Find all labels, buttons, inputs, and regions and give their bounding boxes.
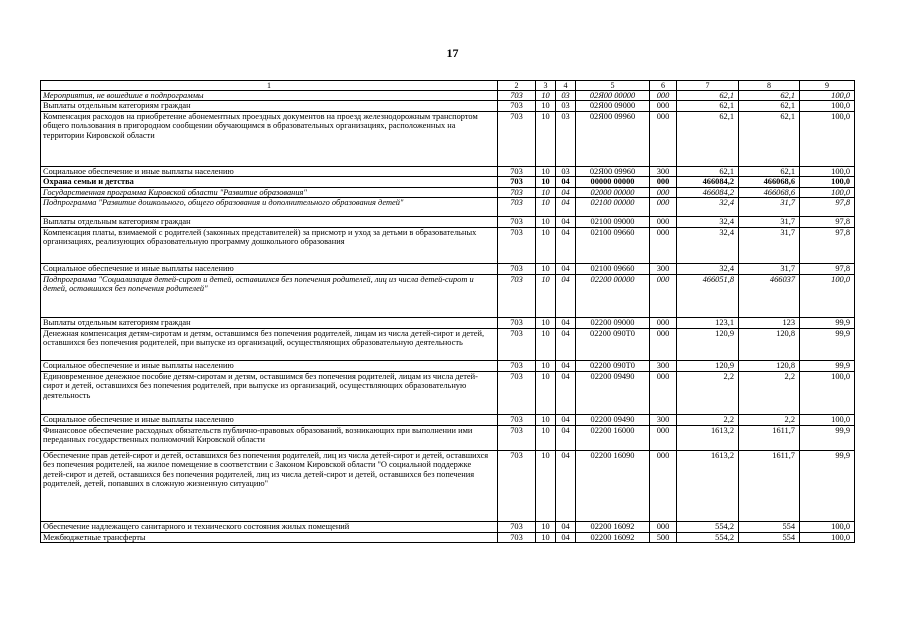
row-section-code: 10 — [536, 198, 556, 217]
row-ministry-code: 703 — [498, 217, 536, 228]
row-name: Охрана семьи и детства — [41, 177, 498, 187]
table-row — [41, 101, 855, 111]
row-execution-percent: 97,8 — [800, 198, 855, 217]
row-subsection-code: 04 — [556, 275, 576, 318]
column-number-3: 3 — [536, 81, 556, 91]
row-subsection-code: 04 — [556, 372, 576, 415]
row-section-code: 10 — [536, 361, 556, 372]
row-expense-type: 000 — [650, 101, 677, 111]
row-expense-type: 000 — [650, 177, 677, 187]
row-name: Компенсация расходов на приобретение абонементных проездных документов на проезд железнодорожным транспортом общего пользования в пригородном сообщении обучающимся в образовательных организациях, расположенных на территории Кировской области — [41, 111, 498, 166]
row-expense-type: 500 — [650, 533, 677, 543]
row-execution-percent: 100,0 — [800, 275, 855, 318]
row-subsection-code: 04 — [556, 187, 576, 197]
row-name: Финансовое обеспечение расходных обязательств публично-правовых образований, возникающих при выполнении ими переданных государственных полномочий Кировской области — [41, 426, 498, 451]
row-target-article: 02200 09490 — [576, 415, 650, 426]
row-execution-percent: 97,8 — [800, 264, 855, 275]
row-target-article: 02200 16000 — [576, 426, 650, 451]
row-section-code: 10 — [536, 415, 556, 426]
row-planned-amount: 466084,2 — [677, 187, 739, 197]
row-section-code: 10 — [536, 318, 556, 329]
row-section-code: 10 — [536, 533, 556, 543]
row-planned-amount: 32,4 — [677, 228, 739, 264]
row-expense-type: 000 — [650, 187, 677, 197]
row-ministry-code: 703 — [498, 426, 536, 451]
row-planned-amount: 62,1 — [677, 101, 739, 111]
budget-execution-table — [40, 80, 855, 543]
row-planned-amount: 32,4 — [677, 198, 739, 217]
row-ministry-code: 703 — [498, 264, 536, 275]
row-subsection-code: 04 — [556, 198, 576, 217]
page-number: 17 — [446, 46, 459, 60]
row-expense-type: 000 — [650, 228, 677, 264]
row-subsection-code: 04 — [556, 361, 576, 372]
row-planned-amount: 1613,2 — [677, 451, 739, 522]
row-ministry-code: 703 — [498, 101, 536, 111]
row-ministry-code: 703 — [498, 228, 536, 264]
row-target-article: 02100 09660 — [576, 228, 650, 264]
row-subsection-code: 04 — [556, 217, 576, 228]
row-ministry-code: 703 — [498, 318, 536, 329]
table-row — [41, 177, 855, 187]
table-row — [41, 187, 855, 197]
row-planned-amount: 466051,8 — [677, 275, 739, 318]
row-section-code: 10 — [536, 228, 556, 264]
row-subsection-code: 04 — [556, 264, 576, 275]
table-row — [41, 415, 855, 426]
row-section-code: 10 — [536, 166, 556, 176]
row-subsection-code: 03 — [556, 111, 576, 166]
row-executed-amount: 31,7 — [739, 217, 800, 228]
row-executed-amount: 120,8 — [739, 361, 800, 372]
row-expense-type: 000 — [650, 522, 677, 533]
row-planned-amount: 62,1 — [677, 166, 739, 176]
row-name: Единовременное денежное пособие детям-сиротам и детям, оставшимся без попечения родителей, лицам из числа детей-сирот и детей, оставшихся без попечения родителей, при выпуске из организаций, осуществляющих образовательную деятельность — [41, 372, 498, 415]
row-name: Выплаты отдельным категориям граждан — [41, 101, 498, 111]
row-execution-percent: 100,0 — [800, 533, 855, 543]
row-planned-amount: 2,2 — [677, 415, 739, 426]
column-number-5: 5 — [576, 81, 650, 91]
row-ministry-code: 703 — [498, 177, 536, 187]
row-executed-amount: 1611,7 — [739, 426, 800, 451]
row-planned-amount: 1613,2 — [677, 426, 739, 451]
row-execution-percent: 99,9 — [800, 361, 855, 372]
row-name: Социальное обеспечение и иные выплаты населению — [41, 361, 498, 372]
row-section-code: 10 — [536, 426, 556, 451]
row-target-article: 02200 16090 — [576, 451, 650, 522]
row-target-article: 02100 00000 — [576, 198, 650, 217]
row-expense-type: 300 — [650, 264, 677, 275]
row-name: Выплаты отдельным категориям граждан — [41, 217, 498, 228]
row-target-article: 02200 16092 — [576, 533, 650, 543]
row-name: Денежная компенсация детям-сиротам и детям, оставшимся без попечения родителей, лицам из числа детей-сирот и детей, оставшихся без попечения родителей, при выпуске из организаций, осуществляющих образовательную деятельность — [41, 329, 498, 361]
row-ministry-code: 703 — [498, 275, 536, 318]
row-execution-percent: 100,0 — [800, 101, 855, 111]
row-target-article: 00000 00000 — [576, 177, 650, 187]
table-row — [41, 275, 855, 318]
row-subsection-code: 04 — [556, 177, 576, 187]
row-executed-amount: 466068,6 — [739, 187, 800, 197]
row-name: Подпрограмма "Социализация детей-сирот и детей, оставшихся без попечения родителей, лиц из числа детей-сирот и детей, оставшихся без попечения родителей" — [41, 275, 498, 318]
column-number-1: 1 — [41, 81, 498, 91]
row-planned-amount: 32,4 — [677, 217, 739, 228]
table-body — [41, 81, 855, 543]
row-ministry-code: 703 — [498, 329, 536, 361]
table-row — [41, 522, 855, 533]
table-row — [41, 361, 855, 372]
row-ministry-code: 703 — [498, 372, 536, 415]
row-target-article: 02Я00 00000 — [576, 91, 650, 101]
row-subsection-code: 04 — [556, 533, 576, 543]
row-execution-percent: 100,0 — [800, 177, 855, 187]
row-expense-type: 000 — [650, 111, 677, 166]
row-executed-amount: 2,2 — [739, 372, 800, 415]
row-planned-amount: 32,4 — [677, 264, 739, 275]
row-execution-percent: 100,0 — [800, 166, 855, 176]
row-execution-percent: 100,0 — [800, 187, 855, 197]
row-ministry-code: 703 — [498, 91, 536, 101]
row-subsection-code: 04 — [556, 415, 576, 426]
row-expense-type: 000 — [650, 318, 677, 329]
row-target-article: 02200 090Т0 — [576, 361, 650, 372]
row-subsection-code: 04 — [556, 329, 576, 361]
row-planned-amount: 554,2 — [677, 522, 739, 533]
table-row — [41, 329, 855, 361]
column-number-4: 4 — [556, 81, 576, 91]
row-target-article: 02Я00 09960 — [576, 111, 650, 166]
row-executed-amount: 2,2 — [739, 415, 800, 426]
row-subsection-code: 03 — [556, 101, 576, 111]
row-planned-amount: 120,9 — [677, 361, 739, 372]
row-expense-type: 300 — [650, 361, 677, 372]
row-executed-amount: 62,1 — [739, 101, 800, 111]
table-row — [41, 533, 855, 543]
row-executed-amount: 62,1 — [739, 166, 800, 176]
row-executed-amount: 554 — [739, 533, 800, 543]
column-number-7: 7 — [677, 81, 739, 91]
row-name: Компенсация платы, взимаемой с родителей (законных представителей) за присмотр и уход за детьми в образовательных организациях, реализующих образовательную программу дошкольного образования — [41, 228, 498, 264]
row-section-code: 10 — [536, 329, 556, 361]
row-executed-amount: 466068,6 — [739, 177, 800, 187]
row-executed-amount: 123 — [739, 318, 800, 329]
row-executed-amount: 62,1 — [739, 111, 800, 166]
row-executed-amount: 31,7 — [739, 264, 800, 275]
row-planned-amount: 62,1 — [677, 91, 739, 101]
row-execution-percent: 100,0 — [800, 522, 855, 533]
table-row — [41, 111, 855, 166]
row-subsection-code: 04 — [556, 426, 576, 451]
row-ministry-code: 703 — [498, 533, 536, 543]
row-ministry-code: 703 — [498, 522, 536, 533]
row-expense-type: 000 — [650, 275, 677, 318]
row-expense-type: 000 — [650, 451, 677, 522]
table-row — [41, 198, 855, 217]
row-execution-percent: 97,8 — [800, 228, 855, 264]
row-ministry-code: 703 — [498, 166, 536, 176]
row-target-article: 02000 00000 — [576, 187, 650, 197]
row-section-code: 10 — [536, 217, 556, 228]
row-name: Социальное обеспечение и иные выплаты населению — [41, 264, 498, 275]
row-ministry-code: 703 — [498, 187, 536, 197]
column-number-2: 2 — [498, 81, 536, 91]
row-subsection-code: 04 — [556, 522, 576, 533]
row-executed-amount: 466037 — [739, 275, 800, 318]
row-target-article: 02200 16092 — [576, 522, 650, 533]
column-number-6: 6 — [650, 81, 677, 91]
row-expense-type: 000 — [650, 426, 677, 451]
row-ministry-code: 703 — [498, 198, 536, 217]
row-executed-amount: 31,7 — [739, 228, 800, 264]
row-target-article: 02200 09000 — [576, 318, 650, 329]
row-expense-type: 300 — [650, 166, 677, 176]
row-target-article: 02Я00 09000 — [576, 101, 650, 111]
row-name: Социальное обеспечение и иные выплаты населению — [41, 166, 498, 176]
row-expense-type: 000 — [650, 329, 677, 361]
row-executed-amount: 62,1 — [739, 91, 800, 101]
row-ministry-code: 703 — [498, 361, 536, 372]
row-section-code: 10 — [536, 101, 556, 111]
row-expense-type: 000 — [650, 198, 677, 217]
table-row — [41, 228, 855, 264]
row-expense-type: 300 — [650, 415, 677, 426]
row-execution-percent: 99,9 — [800, 329, 855, 361]
row-expense-type: 000 — [650, 217, 677, 228]
row-executed-amount: 31,7 — [739, 198, 800, 217]
row-name: Обеспечение надлежащего санитарного и технического состояния жилых помещений — [41, 522, 498, 533]
table-row — [41, 217, 855, 228]
row-section-code: 10 — [536, 522, 556, 533]
row-planned-amount: 2,2 — [677, 372, 739, 415]
column-number-8: 8 — [739, 81, 800, 91]
row-target-article: 02100 09660 — [576, 264, 650, 275]
row-executed-amount: 554 — [739, 522, 800, 533]
row-section-code: 10 — [536, 91, 556, 101]
row-section-code: 10 — [536, 275, 556, 318]
row-name: Выплаты отдельным категориям граждан — [41, 318, 498, 329]
row-execution-percent: 99,9 — [800, 318, 855, 329]
table-row — [41, 451, 855, 522]
row-target-article: 02200 090Т0 — [576, 329, 650, 361]
row-execution-percent: 99,9 — [800, 426, 855, 451]
row-ministry-code: 703 — [498, 451, 536, 522]
row-planned-amount: 554,2 — [677, 533, 739, 543]
row-target-article: 02100 09000 — [576, 217, 650, 228]
row-name: Социальное обеспечение и иные выплаты населению — [41, 415, 498, 426]
row-execution-percent: 97,8 — [800, 217, 855, 228]
row-execution-percent: 100,0 — [800, 372, 855, 415]
table-row — [41, 426, 855, 451]
row-section-code: 10 — [536, 187, 556, 197]
row-execution-percent: 99,9 — [800, 451, 855, 522]
row-executed-amount: 120,8 — [739, 329, 800, 361]
row-name: Мероприятия, не вошедшие в подпрограммы — [41, 91, 498, 101]
row-planned-amount: 123,1 — [677, 318, 739, 329]
row-name: Государственная программа Кировской области "Развитие образования" — [41, 187, 498, 197]
row-subsection-code: 04 — [556, 228, 576, 264]
row-ministry-code: 703 — [498, 415, 536, 426]
column-number-header-row — [41, 81, 855, 91]
table-row — [41, 91, 855, 101]
row-ministry-code: 703 — [498, 111, 536, 166]
table-row — [41, 372, 855, 415]
row-subsection-code: 04 — [556, 451, 576, 522]
row-name: Обеспечение прав детей-сирот и детей, оставшихся без попечения родителей, лиц из числа детей-сирот и детей, оставшихся без попечения родителей, на жилое помещение в соответствии с Законом Кировской области "О социальной поддержке детей-сирот и детей, оставшихся без попечения родителей, лиц из числа детей-сирот и детей, оставшихся без попечения родителей, детей, попавших в сложную жизненную ситуацию" — [41, 451, 498, 522]
row-execution-percent: 100,0 — [800, 415, 855, 426]
row-section-code: 10 — [536, 451, 556, 522]
table-row — [41, 264, 855, 275]
row-execution-percent: 100,0 — [800, 91, 855, 101]
row-planned-amount: 62,1 — [677, 111, 739, 166]
row-section-code: 10 — [536, 111, 556, 166]
row-section-code: 10 — [536, 264, 556, 275]
row-name: Подпрограмма "Развитие дошкольного, общего образования и дополнительного образования детей" — [41, 198, 498, 217]
row-planned-amount: 466084,2 — [677, 177, 739, 187]
row-section-code: 10 — [536, 177, 556, 187]
row-subsection-code: 04 — [556, 318, 576, 329]
table-row — [41, 166, 855, 176]
row-section-code: 10 — [536, 372, 556, 415]
row-subsection-code: 03 — [556, 166, 576, 176]
row-target-article: 02200 09490 — [576, 372, 650, 415]
row-subsection-code: 03 — [556, 91, 576, 101]
row-target-article: 02Я00 09960 — [576, 166, 650, 176]
row-name: Межбюджетные трансферты — [41, 533, 498, 543]
row-execution-percent: 100,0 — [800, 111, 855, 166]
row-executed-amount: 1611,7 — [739, 451, 800, 522]
table-row — [41, 318, 855, 329]
row-target-article: 02200 00000 — [576, 275, 650, 318]
row-expense-type: 000 — [650, 372, 677, 415]
column-number-9: 9 — [800, 81, 855, 91]
row-planned-amount: 120,9 — [677, 329, 739, 361]
row-expense-type: 000 — [650, 91, 677, 101]
